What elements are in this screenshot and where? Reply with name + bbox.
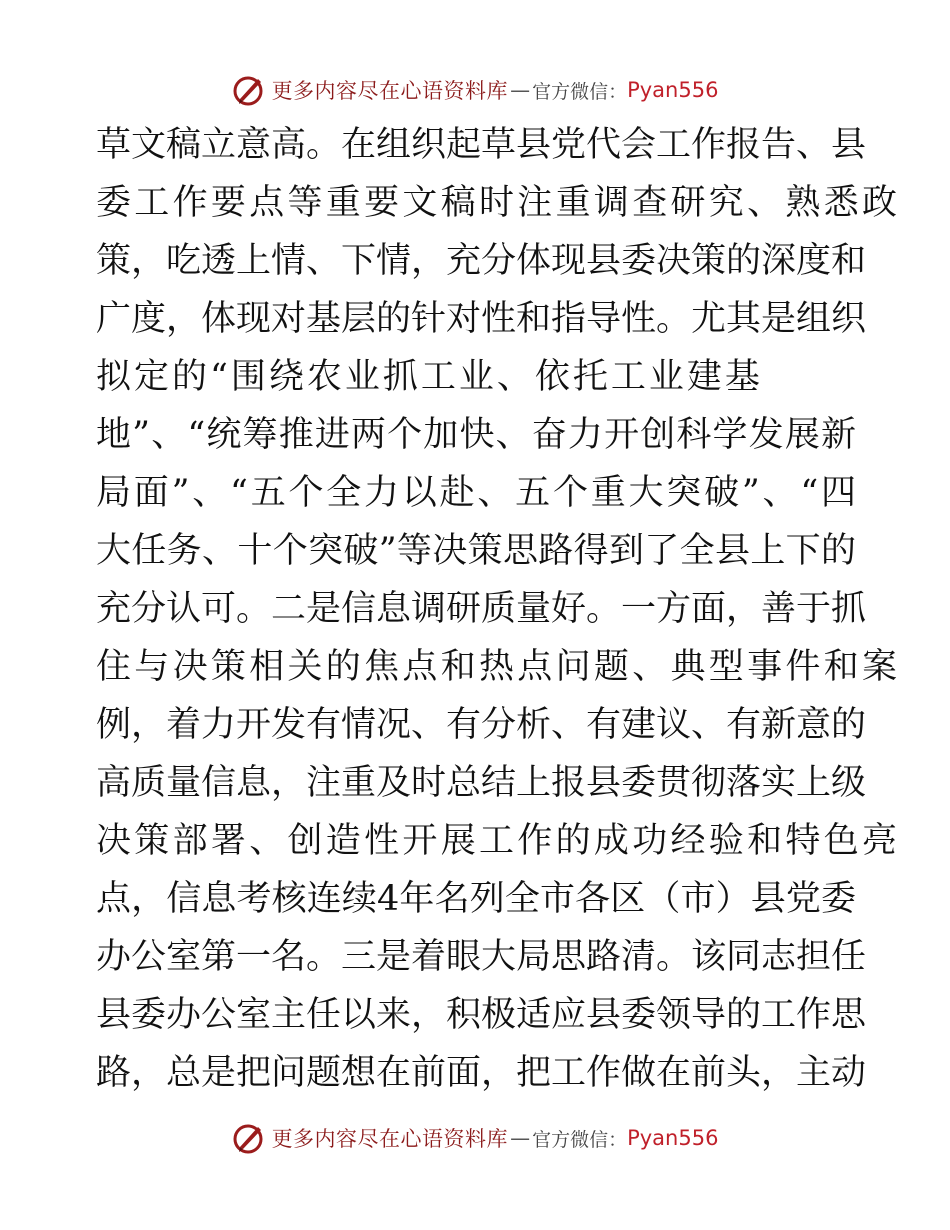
footer-dash: — bbox=[510, 1126, 531, 1150]
header-wechat-id: Pyan556 bbox=[627, 78, 719, 102]
body-line: 路，总是把问题想在前面，把工作做在前头，主动 bbox=[96, 1053, 867, 1093]
footer-wechat-label: 官方微信： bbox=[532, 1128, 628, 1151]
body-line: 高质量信息，注重及时总结上报县委贯彻落实上级 bbox=[96, 763, 867, 803]
body-line: 委工作要点等重要文稿时注重调查研究、熟悉政 bbox=[96, 183, 901, 223]
header-wechat-label: 官方微信： bbox=[532, 80, 628, 103]
quill-pen-logo-icon bbox=[232, 1121, 266, 1155]
body-line: 办公室第一名。三是着眼大局思路清。该同志担任 bbox=[96, 937, 867, 977]
document-body bbox=[96, 116, 901, 1102]
body-line: 大任务、十个突破”等决策思路得到了全县上下的 bbox=[96, 531, 856, 571]
body-line: 策，吃透上情、下情，充分体现县委决策的深度和 bbox=[96, 241, 867, 281]
header-dash: — bbox=[510, 78, 531, 102]
body-line: 拟定的“围绕农业抓工业、依托工业建基 bbox=[96, 357, 763, 397]
body-line: 草文稿立意高。在组织起草县党代会工作报告、县 bbox=[96, 125, 867, 165]
header-brand-text: 更多内容尽在心语资料库 bbox=[271, 79, 509, 103]
body-line: 局面”、“五个全力以赴、五个重大突破”、“四 bbox=[96, 473, 856, 513]
body-line: 充分认可。二是信息调研质量好。一方面，善于抓 bbox=[96, 589, 867, 629]
body-line: 决策部署、创造性开展工作的成功经验和特色亮 bbox=[96, 821, 901, 861]
body-line: 例，着力开发有情况、有分析、有建议、有新意的 bbox=[96, 705, 867, 745]
footer-banner bbox=[0, 1118, 950, 1158]
body-line: 地”、“统筹推进两个加快、奋力开创科学发展新 bbox=[96, 415, 856, 455]
footer-wechat-id: Pyan556 bbox=[627, 1126, 719, 1150]
body-line: 住与决策相关的焦点和热点问题、典型事件和案 bbox=[96, 647, 901, 687]
body-line: 广度，体现对基层的针对性和指导性。尤其是组织 bbox=[96, 299, 867, 339]
quill-pen-logo-icon bbox=[232, 73, 266, 107]
footer-brand-text: 更多内容尽在心语资料库 bbox=[271, 1127, 509, 1151]
header-banner bbox=[0, 70, 950, 110]
body-line: 县委办公室主任以来，积极适应县委领导的工作思 bbox=[96, 995, 867, 1035]
body-line: 点，信息考核连续4年名列全市各区（市）县党委 bbox=[96, 879, 856, 919]
